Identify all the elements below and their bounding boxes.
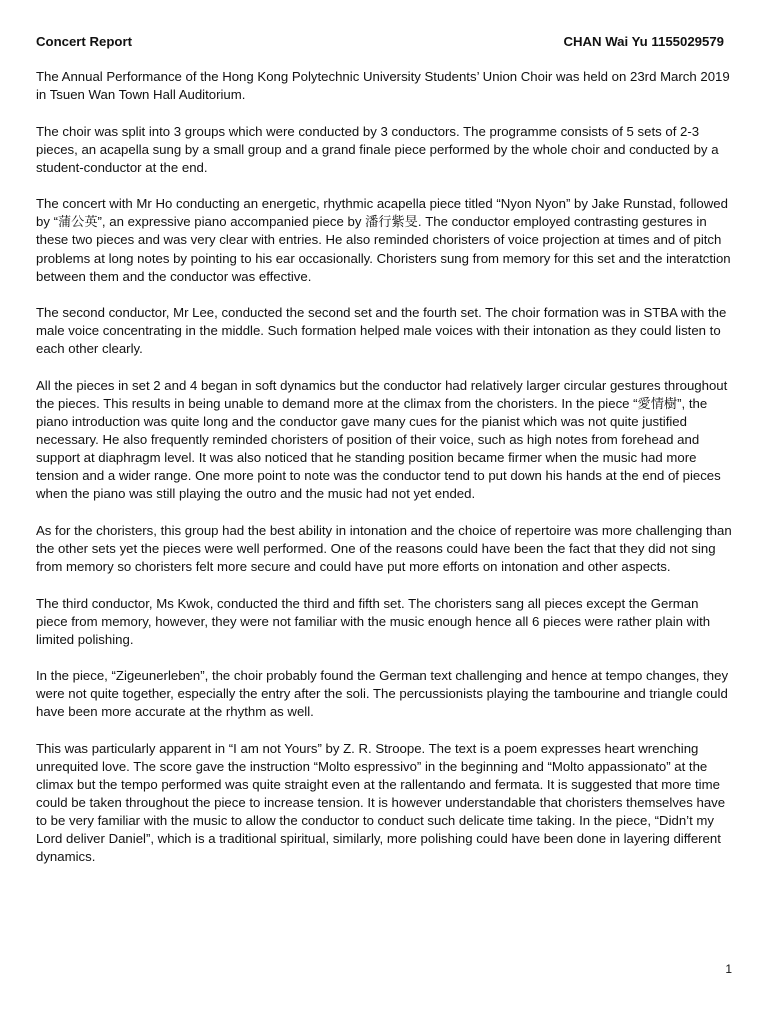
- paragraph-groups: The choir was split into 3 groups which were conducted by 3 conductors. The programme consists of 5 sets of 2-3 pieces, an acapella sung by a small group and a grand finale piece performed by the whole choir and conducted by a student-conductor at the end.: [36, 123, 719, 175]
- report-title: Concert Report: [36, 34, 132, 49]
- page-number: 1: [725, 962, 732, 976]
- page-header: [36, 34, 724, 52]
- paragraph-first-conductor: The concert with Mr Ho conducting an energetic, rhythmic acapella piece titled “Nyon Nyon” by Jake Runstad, followed by “蒲公英”, an expressive piano accompanied piece by 潘行紫旻. The conductor employed contrasting gestures in these two pieces and was very clear with entries. He also reminded choristers of voice projection at times and of pitch problems at long notes by pointing to his ear occasionally. Choristers sung from memory for this set and the interatction between them and the conductor was effective.: [36, 196, 731, 284]
- paragraph-third-conductor: The third conductor, Ms Kwok, conducted the third and fifth set. The choristers sang all pieces except the German piece from memory, however, they were not familiar with the music enough hence all 6 pieces were rather plain with limited polishing.: [36, 595, 711, 647]
- paragraph-zigeunerleben: In the piece, “Zigeunerleben”, the choir probably found the German text challenging and hence at tempo changes, they were not quite together, especially the entry after the soli. The percussionists playing the tambourine and triangle could have been more accurate at the rhythm as well.: [36, 668, 729, 720]
- report-body: [36, 68, 732, 885]
- author-info: CHAN Wai Yu 1155029579: [563, 34, 724, 49]
- paragraph-second-conductor: The second conductor, Mr Lee, conducted the second set and the fourth set. The choir formation was in STBA with the male voice concentrating in the middle. Such formation helped male voices with their intonation as they could listen to each other clearly.: [36, 305, 727, 357]
- paragraph-intro: The Annual Performance of the Hong Kong Polytechnic University Students’ Union Choir was held on 23rd March 2019 in Tsuen Wan Town Hall Auditorium.: [36, 69, 730, 103]
- paragraph-sets-2-4: All the pieces in set 2 and 4 began in soft dynamics but the conductor had relatively larger circular gestures throughout the pieces. This results in being unable to demand more at the climax from the choristers. In the piece “愛情樹”, the piano introduction was quite long and the conductor gave many cues for the pianist which was not quite justified necessary. He also frequently reminded choristers of position of their voice, such as high notes from forehead and support at diaphragm level. It was also noticed that he standing position became firmer when the music had more tension and a wider range. One more point to note was the conductor tend to put down his hands at the end of pieces when the piano was still playing the outro and the music had not yet ended.: [36, 377, 728, 502]
- paragraph-choristers: As for the choristers, this group had the best ability in intonation and the choice of repertoire was more challenging than the other sets yet the pieces were well performed. One of the reasons could have been the fact that they did not sing from memory so choristers felt more secure and could have put more efforts on intonation and other aspects.: [36, 522, 732, 575]
- paragraph-not-yours: This was particularly apparent in “I am not Yours” by Z. R. Stroope. The text is a poem expresses heart wrenching unrequited love. The score gave the instruction “Molto espressivo” in the beginning and “Molto appassionato” at the climax but the tempo performed was quite straight even at the rallentando and fermata. It is suggested that more time could be taken throughout the piece to increase tension. It is however understandable that choristers themselves have to be very familiar with the music to allow the conductor to conduct such delicate time taking. In the piece, “Didn’t my Lord deliver Daniel”, which is a traditional spiritual, similarly, more polishing could have been done in layering different dynamics.: [36, 740, 726, 865]
